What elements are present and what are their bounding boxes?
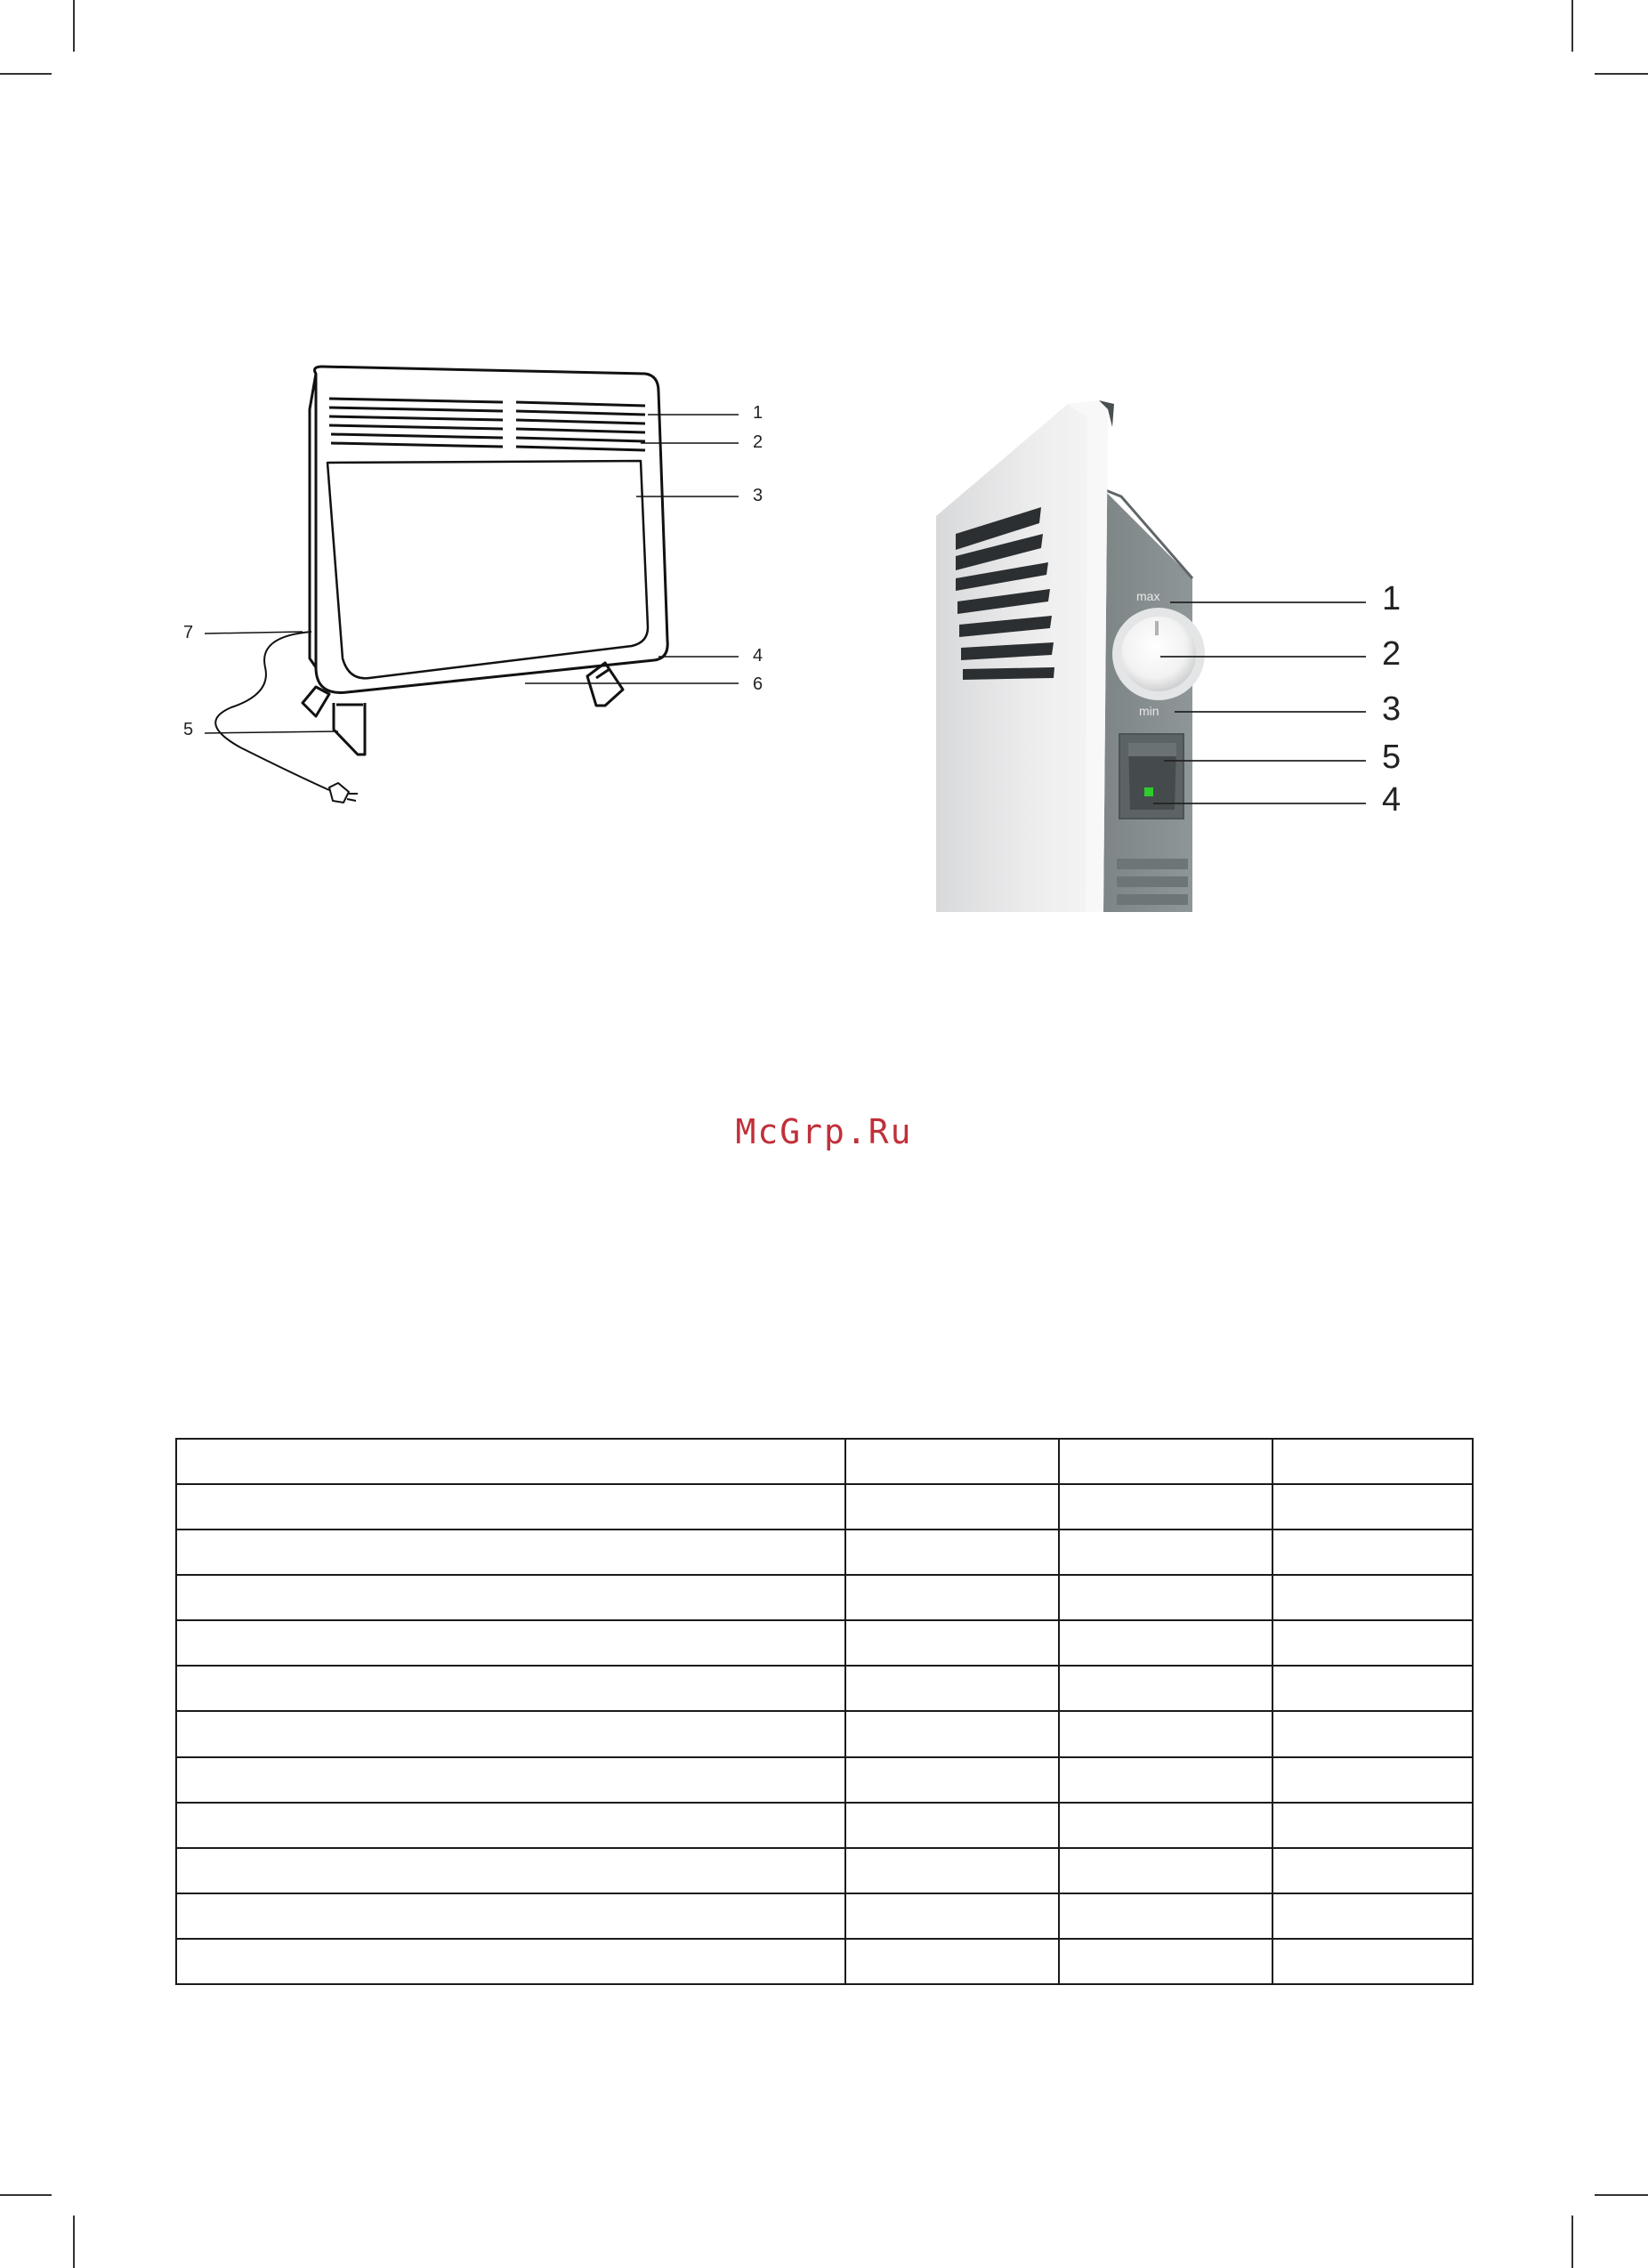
callout-7: 7 [183, 623, 194, 642]
knob-max-label: max [1136, 589, 1160, 603]
table-cell [1272, 1893, 1473, 1939]
watermark: McGrp.Ru [735, 1112, 913, 1151]
table-cell [176, 1529, 845, 1575]
crop-mark [0, 2194, 52, 2196]
table-row [176, 1757, 1473, 1803]
table-cell [1272, 1529, 1473, 1575]
table-cell [1272, 1803, 1473, 1848]
table-cell [1059, 1803, 1272, 1848]
heater-line-drawing [160, 356, 801, 827]
table-cell [1059, 1666, 1272, 1711]
table-cell [1059, 1529, 1272, 1575]
table-row [176, 1848, 1473, 1893]
table-row [176, 1529, 1473, 1575]
table-cell [1059, 1484, 1272, 1529]
knob-min-label: min [1139, 704, 1159, 718]
callout-5: 5 [1382, 739, 1402, 776]
table-cell [845, 1939, 1059, 1984]
table-cell [176, 1439, 845, 1484]
table-cell [176, 1803, 845, 1848]
crop-mark [0, 73, 52, 75]
callout-1: 1 [1382, 580, 1402, 617]
callout-2: 2 [753, 432, 763, 452]
table-row [176, 1893, 1473, 1939]
callout-3: 3 [1382, 690, 1402, 728]
table-row [176, 1575, 1473, 1620]
table-cell [845, 1529, 1059, 1575]
crop-mark [73, 2216, 75, 2268]
table-cell [845, 1484, 1059, 1529]
table-cell [1272, 1484, 1473, 1529]
table-cell [176, 1893, 845, 1939]
crop-mark [1595, 2194, 1648, 2196]
table-cell [176, 1484, 845, 1529]
table-cell [1059, 1939, 1272, 1984]
table-row [176, 1484, 1473, 1529]
crop-mark [73, 0, 75, 52]
table-row [176, 1939, 1473, 1984]
crop-mark [1571, 0, 1573, 52]
crop-mark [1595, 73, 1648, 75]
table-cell [1059, 1711, 1272, 1756]
table-cell [1059, 1575, 1272, 1620]
table-row [176, 1711, 1473, 1756]
table-cell [1272, 1620, 1473, 1666]
callout-1: 1 [753, 403, 763, 423]
table-row [176, 1803, 1473, 1848]
table-cell [845, 1620, 1059, 1666]
table-cell [176, 1711, 845, 1756]
table-cell [845, 1848, 1059, 1893]
callout-4: 4 [753, 646, 763, 666]
callout-3: 3 [753, 486, 763, 505]
table-cell [1272, 1711, 1473, 1756]
spec-table [175, 1438, 1474, 1985]
table-cell [176, 1848, 845, 1893]
table-cell [845, 1757, 1059, 1803]
callout-4: 4 [1382, 781, 1402, 819]
table-cell [845, 1439, 1059, 1484]
table-cell [1059, 1757, 1272, 1803]
table-cell [176, 1939, 845, 1984]
table-cell [1272, 1939, 1473, 1984]
table-cell [1272, 1666, 1473, 1711]
table-cell [1059, 1439, 1272, 1484]
table-cell [1272, 1757, 1473, 1803]
table-cell [845, 1893, 1059, 1939]
table-cell [176, 1757, 845, 1803]
table-row [176, 1666, 1473, 1711]
table-cell [1059, 1848, 1272, 1893]
table-row [176, 1439, 1473, 1484]
callout-5: 5 [183, 720, 194, 739]
table-cell [176, 1620, 845, 1666]
table-cell [845, 1803, 1059, 1848]
table-cell [845, 1575, 1059, 1620]
callout-2: 2 [1382, 635, 1402, 673]
callout-6: 6 [753, 674, 763, 694]
table-cell [1272, 1575, 1473, 1620]
table-cell [845, 1711, 1059, 1756]
table-cell [845, 1666, 1059, 1711]
table-cell [176, 1575, 845, 1620]
table-cell [176, 1666, 845, 1711]
table-cell [1059, 1893, 1272, 1939]
table-cell [1272, 1848, 1473, 1893]
table-cell [1059, 1620, 1272, 1666]
crop-mark [1571, 2216, 1573, 2268]
table-cell [1272, 1439, 1473, 1484]
table-row [176, 1620, 1473, 1666]
